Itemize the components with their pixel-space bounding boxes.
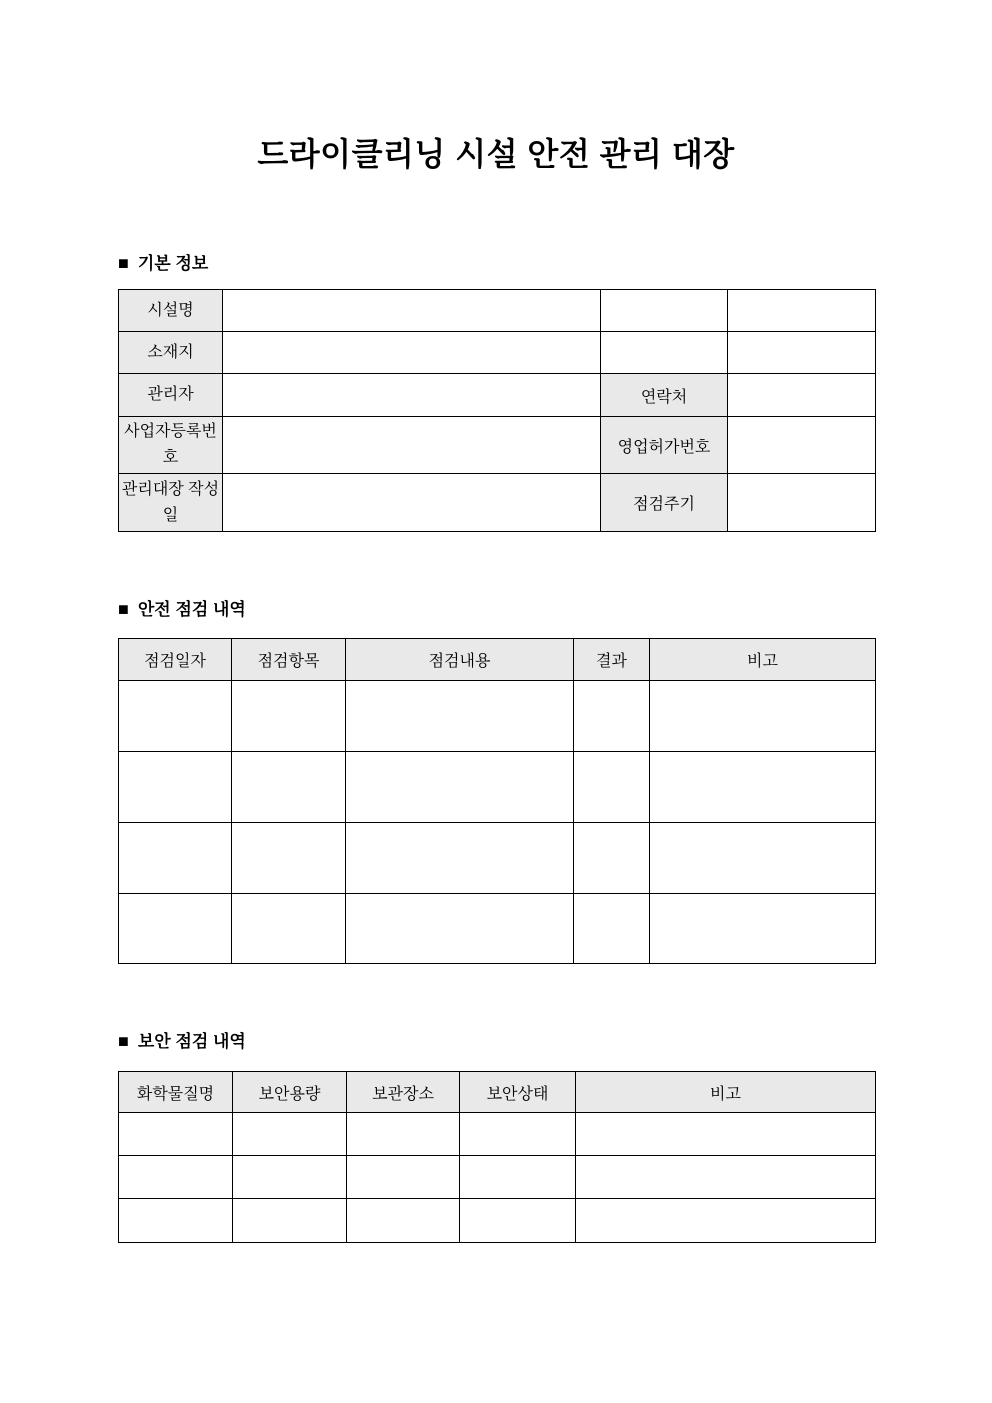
section-heading-basic-info <box>118 254 208 272</box>
empty-cell <box>346 681 574 752</box>
column-header: 점검항목 <box>232 639 346 681</box>
empty-cell <box>119 681 232 752</box>
empty-cell <box>574 894 650 964</box>
table-header-row <box>119 639 876 681</box>
empty-cell <box>233 1199 347 1243</box>
empty-cell <box>650 681 876 752</box>
section-bullet-icon: ■ <box>118 599 129 619</box>
table-row <box>119 1156 876 1199</box>
field-value-cell <box>223 374 601 417</box>
storage-inspection-table <box>118 1071 876 1243</box>
section-bullet-icon: ■ <box>118 1031 129 1051</box>
empty-cell <box>232 681 346 752</box>
empty-cell <box>119 752 232 823</box>
column-header: 화학물질명 <box>119 1072 233 1113</box>
empty-cell <box>650 823 876 894</box>
empty-cell <box>650 894 876 964</box>
section-heading-label: 안전 점검 내역 <box>137 599 246 619</box>
section-heading-label: 기본 정보 <box>137 253 209 273</box>
table-row <box>119 1113 876 1156</box>
table-row <box>119 374 876 417</box>
basic-info-table <box>118 289 876 532</box>
empty-cell <box>119 1199 233 1243</box>
field-value-cell <box>728 332 876 374</box>
empty-cell <box>232 894 346 964</box>
empty-cell <box>650 752 876 823</box>
safety-inspection-table <box>118 638 876 964</box>
empty-cell <box>119 1156 233 1199</box>
field-value-cell <box>223 474 601 532</box>
empty-cell <box>574 823 650 894</box>
field-label: 관리자 <box>119 374 223 417</box>
empty-cell <box>346 894 574 964</box>
field-value-cell <box>728 374 876 417</box>
field-label: 소재지 <box>119 332 223 374</box>
table-row <box>119 417 876 474</box>
empty-cell <box>346 823 574 894</box>
empty-cell <box>460 1156 576 1199</box>
column-header: 보안용량 <box>233 1072 347 1113</box>
column-header: 보관장소 <box>347 1072 460 1113</box>
field-value-cell <box>223 332 601 374</box>
empty-cell <box>574 681 650 752</box>
field-value-cell <box>223 290 601 332</box>
column-header: 점검내용 <box>346 639 574 681</box>
table-row <box>119 332 876 374</box>
table-row <box>119 474 876 532</box>
empty-cell <box>119 894 232 964</box>
empty-cell <box>233 1156 347 1199</box>
empty-cell <box>574 752 650 823</box>
field-label: 시설명 <box>119 290 223 332</box>
empty-cell <box>233 1113 347 1156</box>
empty-cell <box>347 1113 460 1156</box>
empty-cell <box>460 1113 576 1156</box>
field-value-cell <box>728 417 876 474</box>
field-value-cell <box>601 290 728 332</box>
empty-cell <box>576 1199 876 1243</box>
empty-cell <box>232 823 346 894</box>
table-row <box>119 823 876 894</box>
empty-cell <box>576 1113 876 1156</box>
empty-cell <box>460 1199 576 1243</box>
empty-cell <box>232 752 346 823</box>
field-label: 연락처 <box>601 374 728 417</box>
table-row <box>119 681 876 752</box>
field-label: 관리대장 작성일 <box>119 474 223 532</box>
empty-cell <box>119 823 232 894</box>
table-row <box>119 894 876 964</box>
field-value-cell <box>728 290 876 332</box>
column-header: 비고 <box>576 1072 876 1113</box>
empty-cell <box>347 1156 460 1199</box>
document-title: 드라이클리닝 시설 안전 관리 대장 <box>257 136 735 172</box>
empty-cell <box>346 752 574 823</box>
section-bullet-icon: ■ <box>118 253 129 273</box>
empty-cell <box>347 1199 460 1243</box>
field-value-cell <box>601 332 728 374</box>
table-row <box>119 290 876 332</box>
field-label: 영업허가번호 <box>601 417 728 474</box>
table-row <box>119 1199 876 1243</box>
section-heading-safety-inspection <box>118 600 246 618</box>
column-header: 보안상태 <box>460 1072 576 1113</box>
field-value-cell <box>728 474 876 532</box>
field-value-cell <box>223 417 601 474</box>
field-label: 점검주기 <box>601 474 728 532</box>
column-header: 비고 <box>650 639 876 681</box>
table-row <box>119 752 876 823</box>
field-label: 사업자등록번호 <box>119 417 223 474</box>
column-header: 결과 <box>574 639 650 681</box>
empty-cell <box>576 1156 876 1199</box>
section-heading-label: 보안 점검 내역 <box>137 1031 246 1051</box>
section-heading-storage-inspection <box>118 1032 246 1050</box>
table-header-row <box>119 1072 876 1113</box>
column-header: 점검일자 <box>119 639 232 681</box>
empty-cell <box>119 1113 233 1156</box>
